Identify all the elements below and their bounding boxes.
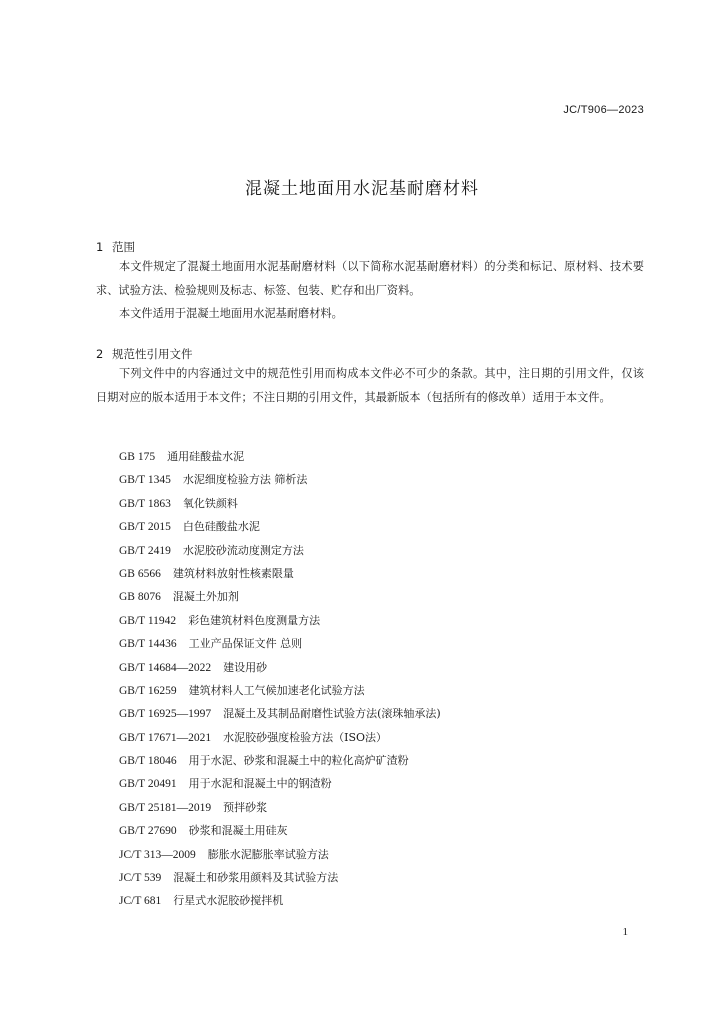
- reference-code: JC/T 681: [119, 895, 162, 908]
- reference-item: [119, 445, 441, 468]
- normative-reference-list: [119, 445, 441, 913]
- reference-title: 通用硅酸盐水泥: [167, 450, 245, 463]
- reference-title: 彩色建筑材料色度测量方法: [188, 613, 321, 627]
- reference-item: [119, 843, 441, 866]
- reference-item: [119, 609, 441, 632]
- reference-title: 白色硅酸盐水泥: [182, 520, 260, 534]
- reference-code: JC/T 313—2009: [119, 848, 196, 861]
- section-1-paragraph-2: 本文件适用于混凝土地面用水泥基耐磨材料。: [119, 307, 343, 320]
- reference-title: 混凝土及其制品耐磨性试验方法(滚珠轴承法): [223, 707, 441, 721]
- reference-item: [119, 889, 441, 912]
- reference-item: [119, 702, 441, 725]
- document-title: 混凝土地面用水泥基耐磨材料: [245, 179, 479, 199]
- reference-code: GB 175: [119, 451, 156, 463]
- reference-code: GB/T 17671—2021: [119, 731, 212, 744]
- reference-title: 水泥细度检验方法 筛析法: [182, 473, 308, 487]
- reference-item: [119, 749, 441, 772]
- reference-item: [119, 679, 441, 702]
- reference-item: [119, 468, 441, 491]
- reference-title: 建设用砂: [223, 660, 268, 674]
- reference-code: GB/T 14436: [119, 638, 177, 651]
- reference-item: [119, 539, 441, 562]
- reference-code: GB/T 11942: [119, 614, 177, 627]
- reference-item: [119, 632, 441, 655]
- reference-item: [119, 726, 441, 749]
- section-2-heading: [96, 346, 193, 362]
- reference-title: 水泥胶砂流动度测定方法: [182, 543, 304, 557]
- reference-code: GB 8076: [119, 591, 161, 604]
- reference-title: 砂浆和混凝土用硅灰: [188, 824, 288, 838]
- reference-title: 建筑材料放射性核素限量: [172, 566, 294, 580]
- reference-title: 膨胀水泥膨胀率试验方法: [207, 847, 329, 861]
- reference-title: 用于水泥和混凝土中的钢渣粉: [188, 777, 332, 791]
- reference-code: GB/T 14684—2022: [119, 661, 212, 674]
- reference-item: [119, 562, 441, 585]
- reference-title: 水泥胶砂强度检验方法（ISO法）: [223, 730, 388, 744]
- reference-title: 建筑材料人工气候加速老化试验方法: [188, 683, 365, 697]
- document-code: JC/T906—2023: [563, 104, 644, 116]
- reference-code: JC/T 539: [119, 872, 162, 885]
- section-2-title: 规范性引用文件: [112, 347, 193, 361]
- reference-code: GB/T 16259: [119, 684, 177, 697]
- reference-code: GB/T 18046: [119, 755, 177, 768]
- reference-code: GB/T 20491: [119, 778, 177, 791]
- reference-code: GB 6566: [119, 567, 161, 580]
- reference-code: GB/T 2419: [119, 544, 171, 557]
- reference-code: GB/T 1863: [119, 497, 171, 510]
- reference-title: 混凝土外加剂: [172, 590, 239, 604]
- reference-item: [119, 515, 441, 538]
- reference-item: [119, 772, 441, 795]
- reference-title: 行星式水泥胶砂搅拌机: [173, 894, 284, 908]
- reference-item: [119, 492, 441, 515]
- section-1-title: 范围: [112, 240, 135, 254]
- section-1-heading: [96, 239, 135, 255]
- section-1-paragraph-1: 本文件规定了混凝土地面用水泥基耐磨材料（以下简称水泥基耐磨材料）的分类和标记、原材料、技术要求、试验方法、检验规则及标志、标签、包装、贮存和出厂资料。: [96, 260, 644, 297]
- reference-code: GB/T 27690: [119, 825, 177, 838]
- page-number: 1: [622, 926, 628, 938]
- reference-title: 氧化铁颜料: [182, 496, 238, 510]
- reference-item: [119, 585, 441, 608]
- reference-item: [119, 819, 441, 842]
- reference-code: GB/T 25181—2019: [119, 801, 212, 814]
- reference-item: [119, 796, 441, 819]
- reference-item: [119, 656, 441, 679]
- reference-code: GB/T 16925—1997: [119, 708, 212, 721]
- section-2-number: 2: [96, 347, 104, 361]
- reference-title: 预拌砂浆: [223, 800, 268, 814]
- section-1-number: 1: [96, 240, 104, 254]
- reference-code: GB/T 1345: [119, 474, 171, 487]
- reference-title: 工业产品保证文件 总则: [188, 637, 303, 651]
- reference-title: 混凝土和砂浆用颜料及其试验方法: [173, 871, 339, 885]
- reference-code: GB/T 2015: [119, 521, 171, 534]
- section-2-paragraph-1: 下列文件中的内容通过文中的规范性引用而构成本文件必不可少的条款。其中，注日期的引用文件，仅该日期对应的版本适用于本文件；不注日期的引用文件，其最新版本（包括所有的修改单）适用于本文件。: [96, 367, 644, 404]
- reference-title: 用于水泥、砂浆和混凝土中的粒化高炉矿渣粉: [188, 754, 409, 768]
- reference-item: [119, 866, 441, 889]
